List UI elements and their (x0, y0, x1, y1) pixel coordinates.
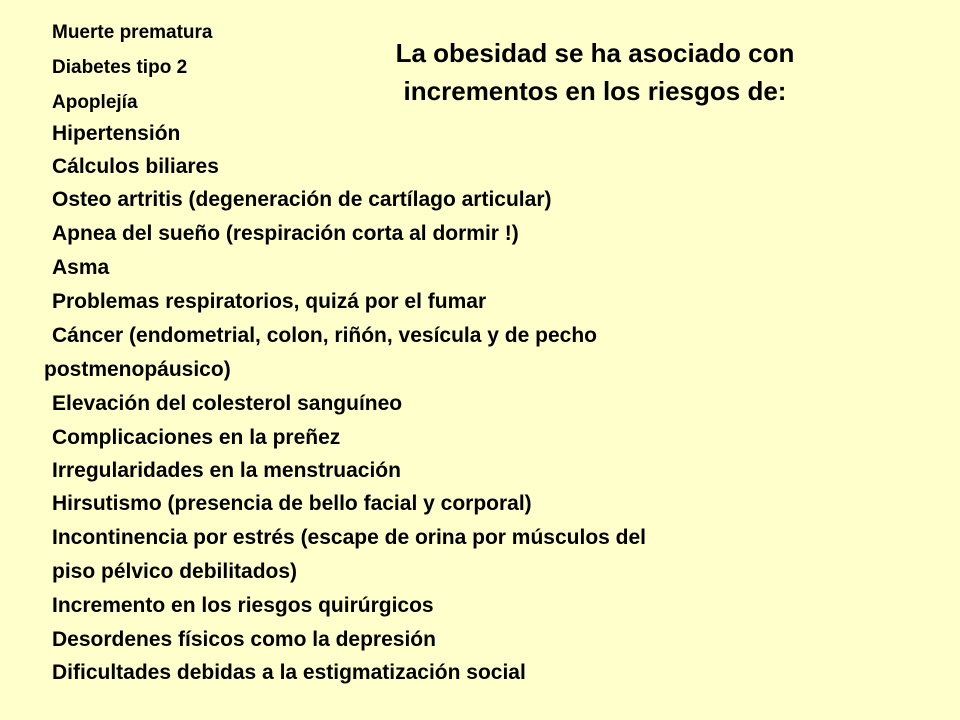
risk-item: Diabetes tipo 2 (52, 57, 188, 78)
risk-item: Desordenes físicos como la depresión (52, 628, 436, 651)
risk-item: Hipertensión (52, 122, 181, 145)
title-line-1: La obesidad se ha asociado con (395, 38, 795, 68)
risk-item: Muerte prematura (52, 22, 213, 43)
risk-item: Apnea del sueño (respiración corta al dormir !) (52, 222, 519, 245)
risk-item: Asma (52, 256, 110, 279)
risk-item: Elevación del colesterol sanguíneo (52, 392, 403, 415)
risk-item: Complicaciones en la preñez (52, 426, 341, 449)
risk-item: Irregularidades en la menstruación (52, 459, 401, 482)
risk-item: Cálculos biliares (52, 155, 219, 178)
risk-item: Apoplejía (52, 92, 138, 113)
risk-item: Hirsutismo (presencia de bello facial y corporal) (52, 492, 532, 515)
risk-item: Incremento en los riesgos quirúrgicos (52, 594, 434, 617)
risk-item: Problemas respiratorios, quizá por el fumar (52, 290, 487, 313)
risk-item: Incontinencia por estrés (escape de orina por músculos del (52, 526, 646, 549)
slide-title (330, 34, 860, 110)
risk-item: Dificultades debidas a la estigmatización social (52, 661, 526, 684)
risk-item-continuation: postmenopáusico) (44, 358, 231, 381)
risk-item: Osteo artritis (degeneración de cartílago articular) (52, 188, 552, 211)
title-line-2: incrementos en los riesgos de: (403, 76, 787, 106)
risk-item-continuation: piso pélvico debilitados) (52, 560, 298, 583)
risk-item: Cáncer (endometrial, colon, riñón, vesícula y de pecho (52, 324, 597, 347)
